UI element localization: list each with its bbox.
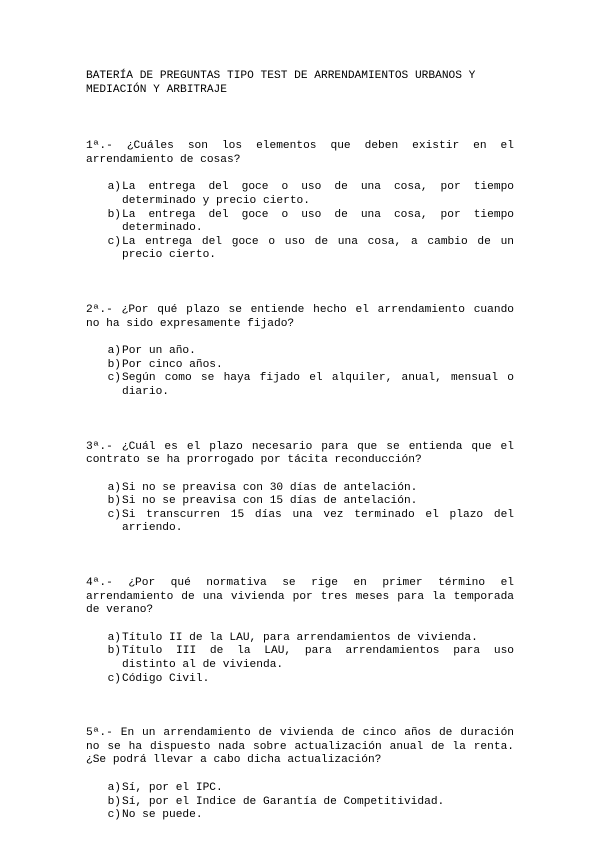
option-letter: a) (107, 782, 121, 794)
question-text: 3ª.- ¿Cuál es el plazo necesario para que se entienda que el contrato se ha prorrogado por tácita reconducción? (86, 440, 514, 467)
option-c (86, 673, 514, 687)
option-c (86, 809, 514, 823)
option-letter: b) (107, 795, 121, 808)
option-text: Si no se preavisa con 30 días de antelación. (122, 481, 418, 494)
option-letter: a) (107, 345, 121, 358)
document-page (86, 70, 514, 823)
option-b (86, 495, 514, 509)
option-b (86, 645, 514, 672)
option-text: Sí, por el Indice de Garantía de Competitividad. (122, 795, 445, 808)
question-text: 5ª.- En un arrendamiento de vivienda de cinco años de duración no se ha dispuesto nada sobre actualización anual de la renta. ¿Se podrá llevar a cabo dicha actualización? (86, 727, 514, 767)
option-text: La entrega del goce o uso de una cosa, a cambio de un precio cierto. (122, 235, 514, 262)
option-text: Si transcurren 15 días una vez terminado el plazo del arriendo. (122, 508, 514, 535)
option-letter: b) (107, 495, 121, 508)
question-text: 4ª.- ¿Por qué normativa se rige en primer término el arrendamiento de una vivienda por tres meses para la temporada de verano? (86, 577, 514, 617)
document-title (86, 70, 514, 97)
option-text: Por un año. (122, 345, 196, 358)
option-letter: c) (107, 508, 121, 521)
option-letter: a) (107, 481, 121, 494)
question-text: 2ª.- ¿Por qué plazo se entiende hecho el arrendamiento cuando no ha sido expresamente fijado? (86, 303, 514, 330)
question-list (86, 140, 514, 823)
option-list (86, 345, 514, 399)
question-2 (86, 304, 514, 400)
option-a (86, 482, 514, 496)
option-b (86, 796, 514, 810)
option-a (86, 782, 514, 796)
option-list (86, 782, 514, 823)
option-list (86, 181, 514, 263)
option-letter: b) (107, 645, 121, 658)
option-text: No se puede. (122, 809, 203, 822)
question-3 (86, 441, 514, 537)
option-a (86, 345, 514, 359)
option-c (86, 372, 514, 399)
option-text: Sí, por el IPC. (122, 782, 223, 794)
option-letter: c) (107, 372, 121, 385)
option-c (86, 236, 514, 263)
document-title-line-2: MEDIACIÓN Y ARBITRAJE (86, 83, 227, 96)
option-letter: c) (107, 672, 121, 685)
option-b (86, 209, 514, 236)
option-text: Título II de la LAU, para arrendamientos de vivienda. (122, 631, 478, 644)
option-a (86, 181, 514, 208)
option-text: La entrega del goce o uso de una cosa, por tiempo determinado y precio cierto. (122, 181, 514, 207)
question-text: 1ª.- ¿Cuáles son los elementos que deben existir en el arrendamiento de cosas? (86, 140, 514, 166)
option-letter: b) (107, 208, 121, 221)
document-title-line-1: BATERÍA DE PREGUNTAS TIPO TEST DE ARRENDAMIENTOS URBANOS Y (86, 70, 476, 82)
option-text: Código Civil. (122, 672, 210, 685)
option-b (86, 359, 514, 373)
option-c (86, 509, 514, 536)
option-letter: a) (107, 631, 121, 644)
option-a (86, 632, 514, 646)
option-list (86, 482, 514, 536)
option-text: Título III de la LAU, para arrendamientos para uso distinto al de vivienda. (122, 645, 514, 672)
question-1 (86, 140, 514, 263)
option-text: Según como se haya fijado el alquiler, anual, mensual o diario. (122, 372, 514, 398)
option-letter: b) (107, 358, 121, 371)
option-list (86, 632, 514, 686)
question-4 (86, 577, 514, 686)
option-letter: c) (107, 809, 121, 822)
option-letter: c) (107, 235, 121, 248)
option-text: Si no se preavisa con 15 días de antelación. (122, 495, 418, 508)
question-5 (86, 727, 514, 823)
option-letter: a) (107, 181, 121, 194)
option-text: Por cinco años. (122, 358, 223, 371)
option-text: La entrega del goce o uso de una cosa, por tiempo determinado. (122, 208, 514, 235)
